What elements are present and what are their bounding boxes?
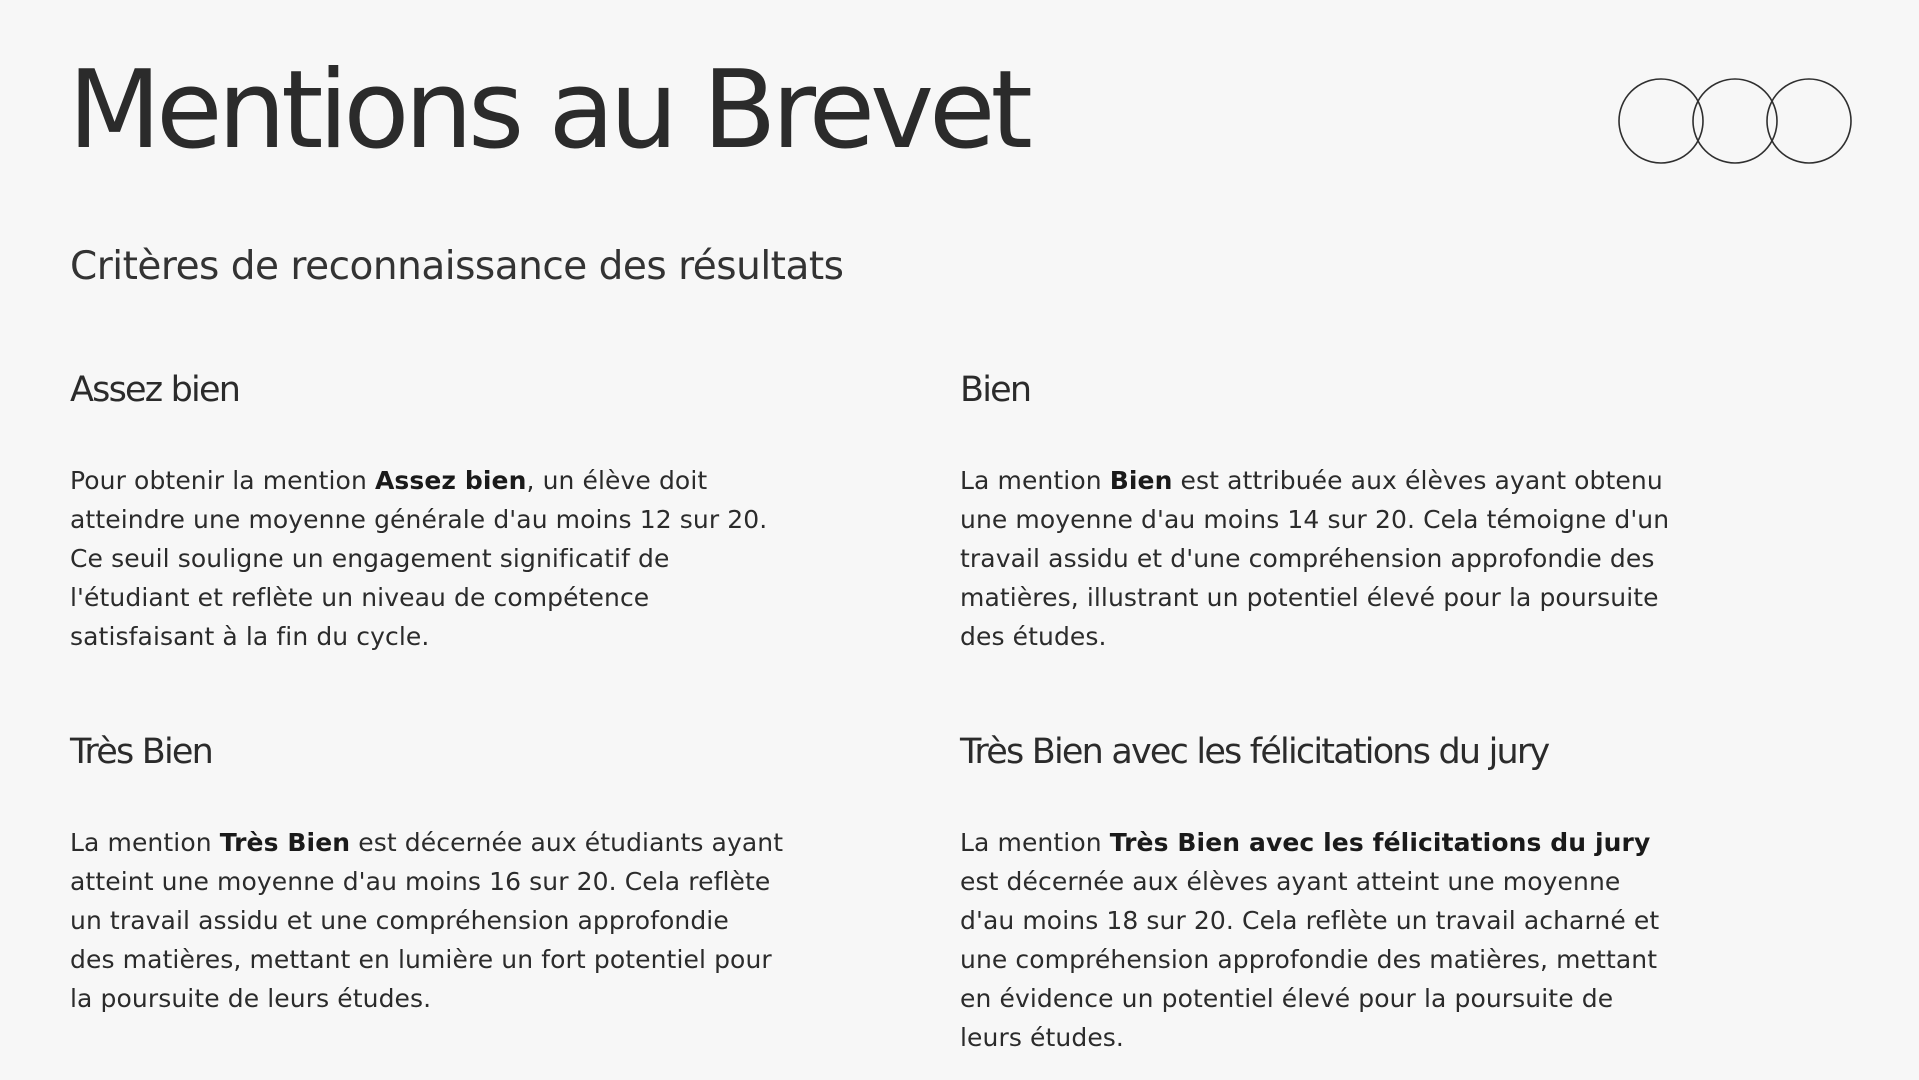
body-line: une compréhension approfondie des matières, mettant [960, 945, 1658, 974]
body-line: l'étudiant et reflète un niveau de compétence [70, 583, 650, 612]
section-tres-bien [70, 727, 890, 1018]
body-line: La mention Bien est attribuée aux élèves ayant obtenu [960, 466, 1663, 495]
section-heading: Très Bien [70, 732, 213, 772]
section-assez-bien [70, 365, 890, 656]
body-line: en évidence un potentiel élevé pour la poursuite de [960, 984, 1614, 1013]
section-bien [960, 365, 1780, 656]
body-line: un travail assidu et une compréhension approfondie [70, 906, 729, 935]
mention-emphasis: Bien [1109, 466, 1173, 495]
body-line: est décernée aux élèves ayant atteint une moyenne [960, 867, 1621, 896]
body-line: satisfaisant à la fin du cycle. [70, 622, 430, 651]
body-line: travail assidu et d'une compréhension approfondie des [960, 544, 1655, 573]
body-line: La mention Très Bien avec les félicitations du jury [960, 828, 1651, 857]
body-line: une moyenne d'au moins 14 sur 20. Cela témoigne d'un [960, 505, 1670, 534]
section-body [70, 823, 890, 1018]
section-heading: Assez bien [70, 370, 240, 410]
body-line: la poursuite de leurs études. [70, 984, 432, 1013]
ring-left [1619, 79, 1703, 163]
mention-emphasis: Très Bien avec les félicitations du jury [1109, 828, 1651, 857]
ring-right [1767, 79, 1851, 163]
section-body [960, 461, 1780, 656]
section-heading: Bien [960, 370, 1031, 410]
section-heading: Très Bien avec les félicitations du jury [960, 732, 1549, 772]
body-line: atteindre une moyenne générale d'au moins 12 sur 20. [70, 505, 768, 534]
page-title: Mentions au Brevet [68, 48, 1028, 173]
body-line: matières, illustrant un potentiel élevé pour la poursuite [960, 583, 1659, 612]
body-line: atteint une moyenne d'au moins 16 sur 20. Cela reflète [70, 867, 771, 896]
mention-emphasis: Assez bien [374, 466, 527, 495]
body-line: des matières, mettant en lumière un fort potentiel pour [70, 945, 772, 974]
body-line: des études. [960, 622, 1107, 651]
body-line: Pour obtenir la mention Assez bien, un élève doit [70, 466, 708, 495]
section-body [70, 461, 890, 656]
page-subtitle: Critères de reconnaissance des résultats [70, 244, 844, 289]
mention-emphasis: Très Bien [219, 828, 351, 857]
body-line: leurs études. [960, 1023, 1124, 1052]
section-body [960, 823, 1780, 1057]
body-line: d'au moins 18 sur 20. Cela reflète un travail acharné et [960, 906, 1660, 935]
body-line: La mention Très Bien est décernée aux étudiants ayant [70, 828, 784, 857]
section-tres-bien-felicitations [960, 727, 1780, 1057]
three-rings-icon [1616, 76, 1854, 166]
ring-middle [1693, 79, 1777, 163]
body-line: Ce seuil souligne un engagement significatif de [70, 544, 670, 573]
